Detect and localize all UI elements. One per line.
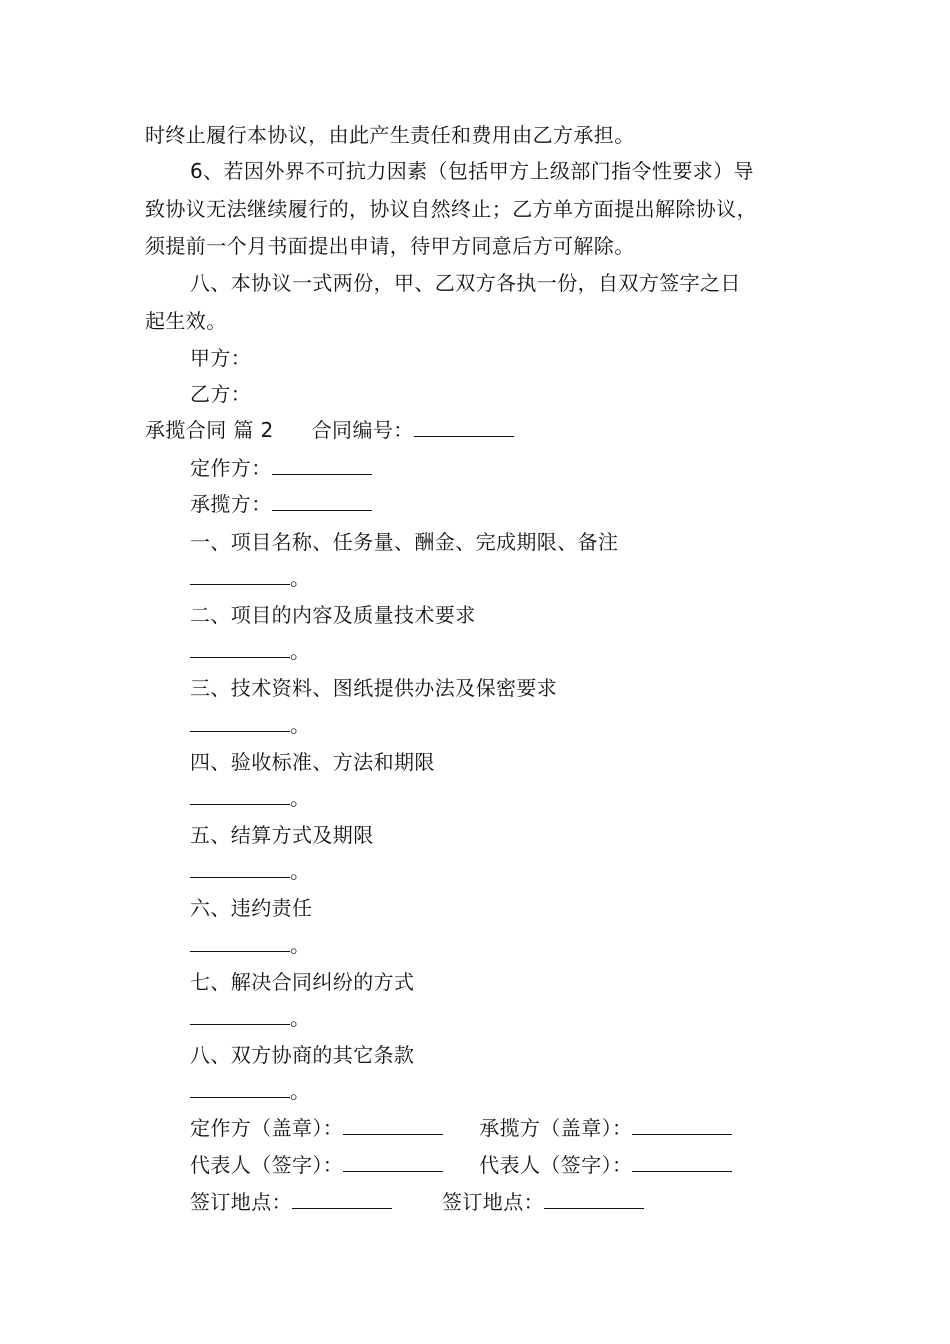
contractor-seal-label: 承揽方（盖章）： [479, 1116, 633, 1140]
rep-left-blank [343, 1153, 443, 1172]
contract-number-blank [414, 418, 514, 437]
fill-blank [190, 1006, 290, 1025]
item-blank-line [190, 932, 310, 958]
place-right-blank [544, 1190, 644, 1209]
period: 。 [290, 933, 311, 957]
fill-blank [190, 859, 290, 878]
party-b-label: 乙方： [190, 382, 252, 406]
orderer-label: 定作方： [190, 456, 272, 480]
orderer-seal-blank [343, 1116, 443, 1135]
item-heading: 三、技术资料、图纸提供办法及保密要求 [190, 676, 558, 700]
paragraph-line: 八、本协议一式两份，甲、乙双方各执一份，自双方签字之日 [190, 271, 741, 295]
fill-blank [190, 786, 290, 805]
fill-blank [190, 933, 290, 952]
rep-left-label: 代表人（签字）： [190, 1153, 344, 1177]
item-heading: 七、解决合同纠纷的方式 [190, 970, 415, 994]
period: 。 [290, 566, 311, 590]
paragraph-line: 时终止履行本协议，由此产生责任和费用由乙方承担。 [145, 123, 635, 147]
fill-blank [190, 713, 290, 732]
section-title: 承揽合同 篇 2 [145, 418, 274, 442]
signature-place-line [190, 1189, 644, 1215]
place-right-label: 签订地点： [442, 1190, 544, 1214]
contractor-seal-blank [632, 1116, 732, 1135]
fill-blank [190, 566, 290, 585]
item-heading: 五、结算方式及期限 [190, 823, 374, 847]
place-left-blank [292, 1190, 392, 1209]
fill-blank [190, 1079, 290, 1098]
period: 。 [290, 859, 311, 883]
period: 。 [290, 713, 311, 737]
section-heading [145, 417, 514, 443]
paragraph-line: 致协议无法继续履行的，协议自然终止；乙方单方面提出解除协议， [145, 197, 757, 221]
period: 。 [290, 1006, 311, 1030]
item-heading: 四、验收标准、方法和期限 [190, 750, 435, 774]
party-a-label: 甲方： [190, 346, 252, 370]
item-blank-line [190, 638, 310, 664]
item-heading: 二、项目的内容及质量技术要求 [190, 603, 476, 627]
item-blank-line [190, 858, 310, 884]
fill-blank [190, 639, 290, 658]
place-left-label: 签订地点： [190, 1190, 292, 1214]
signature-rep-line [190, 1152, 732, 1178]
item-blank-line [190, 785, 310, 811]
item-blank-line [190, 712, 310, 738]
orderer-seal-label: 定作方（盖章）： [190, 1116, 344, 1140]
paragraph-line: 6、若因外界不可抗力因素（包括甲方上级部门指令性要求）导 [190, 159, 754, 183]
signature-seal-line [190, 1115, 732, 1141]
rep-right-label: 代表人（签字）： [479, 1153, 633, 1177]
item-blank-line [190, 565, 310, 591]
item-heading: 一、项目名称、任务量、酬金、完成期限、备注 [190, 530, 619, 554]
paragraph-line: 须提前一个月书面提出申请，待甲方同意后方可解除。 [145, 234, 635, 258]
contract-number-label: 合同编号： [311, 418, 414, 442]
contractor-label: 承揽方： [190, 492, 272, 516]
paragraph-line: 起生效。 [145, 309, 227, 333]
item-heading: 六、违约责任 [190, 896, 313, 920]
contractor-blank [272, 492, 372, 511]
rep-right-blank [632, 1153, 732, 1172]
item-blank-line [190, 1005, 310, 1031]
item-blank-line [190, 1078, 310, 1104]
period: 。 [290, 786, 311, 810]
orderer-blank [272, 456, 372, 475]
contractor-line [190, 491, 372, 517]
orderer-line [190, 455, 372, 481]
item-heading: 八、双方协商的其它条款 [190, 1043, 415, 1067]
period: 。 [290, 639, 311, 663]
period: 。 [290, 1079, 311, 1103]
